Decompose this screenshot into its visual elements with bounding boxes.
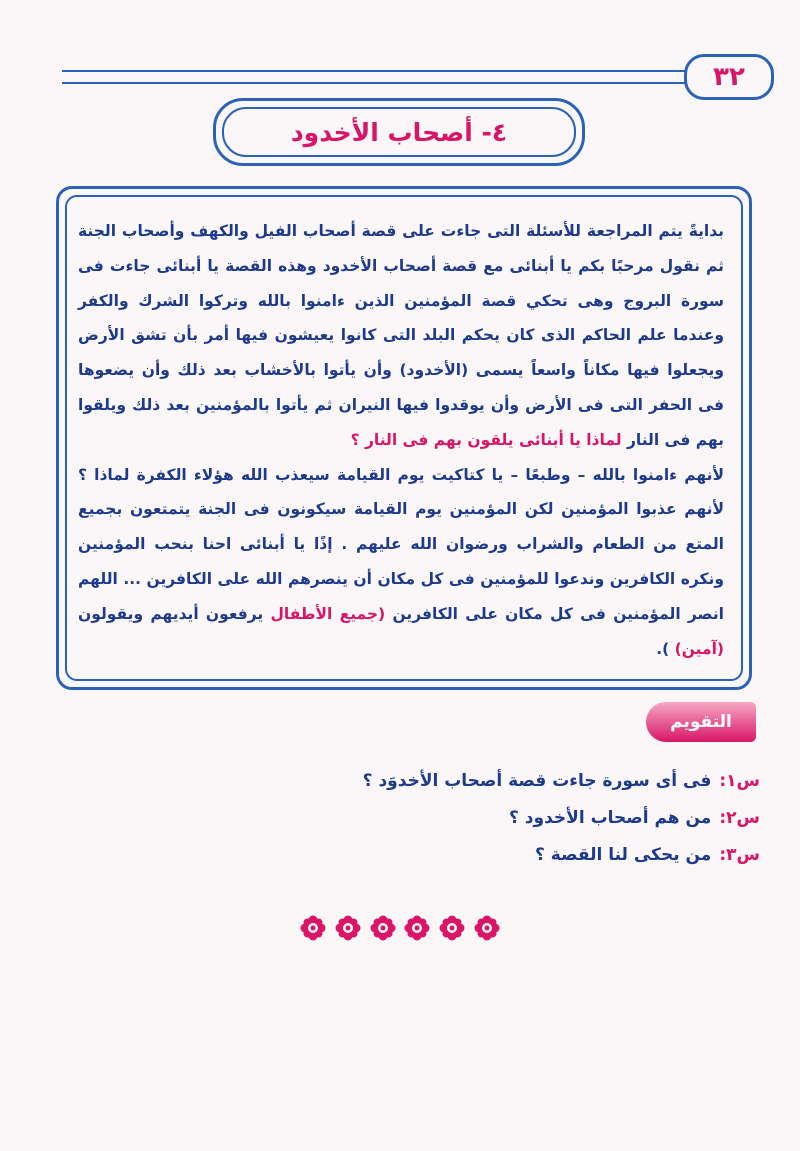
title-frame (213, 98, 585, 166)
question-label: س٢: (719, 807, 760, 828)
flower-icon (439, 915, 465, 941)
question-label: س١: (719, 770, 760, 791)
question-item (60, 762, 760, 799)
page-title: ٤- أصحاب الأخدود (222, 107, 576, 157)
flower-icon (474, 915, 500, 941)
story-p2-mid: يرفعون أيديهم ويقولون (78, 604, 264, 623)
question-list (60, 762, 760, 873)
flower-icon (404, 915, 430, 941)
question-label: س٣: (719, 844, 760, 865)
question-text: من هم أصحاب الأخدود ؟ (509, 807, 712, 828)
story-paragraph-2 (78, 458, 724, 667)
question-item (60, 836, 760, 873)
question-text: فى أى سورة جاءت قصة أصحاب الأخدوَد ؟ (362, 770, 712, 791)
flower-icon (300, 915, 326, 941)
ornament-row (300, 913, 500, 943)
page-number: ٣٢ (684, 54, 774, 100)
question-item (60, 799, 760, 836)
story-p1: بدايةً يتم المراجعة للأسئلة التى جاءت على قصة أصحاب الفيل والكهف وأصحاب الجنة ثم نقول مرحبًا بكم يا أبنائى مع قصة أصحاب الأخدود وهذه القصة يا أبنائى جاءت فى سورة البروج وهى تحكي قصة المؤمنين الذين ءامنوا بالله وتركوا الشرك والكفر وعندما علم الحاكم الذى كان يحكم البلد التى كانوا يعيشون فيها أمر بأن تشق الأرض ويجعلوا فيها مكاناً واسعاً يسمى (الأخدود) وأن يأتوا بالأخشاب بعد ذلك وأن يضعوها فى الحفر التى فى الأرض وأن يوقدوا فيها النيران ثم يأتوا بالمؤمنين بعد ذلك ويلقوا بهم فى النار (78, 222, 724, 449)
flower-icon (335, 915, 361, 941)
story-p2: لأنهم ءامنوا بالله – وطبعًا – يا كتاكيت يوم القيامة سيعذب الله هؤلاء الكفرة لماذا ؟ لأنهم عذبوا المؤمنين لكن المؤمنين يوم القيامة سيكونون فى الجنة يتمتعون بجميع المتع من الطعام والشراب ورضوان الله عليهم . إذًا يا أبنائى احنا بنحب المؤمنين ونكره الكافرين وندعوا للمؤمنين فى كل مكان أن ينصرهم الله على الكافرين ... اللهم انصر المؤمنين فى كل مكان على الكافرين (78, 465, 724, 623)
story-text (78, 214, 724, 666)
question-text: من يحكى لنا القصة ؟ (535, 844, 712, 865)
story-amen: (آمين) (674, 639, 724, 658)
flower-icon (370, 915, 396, 941)
evaluation-tag: التقويم (646, 702, 756, 742)
header-rule (62, 70, 690, 84)
story-question: لماذا يا أبنائى يلقون بهم فى النار ؟ (350, 430, 622, 449)
story-paragraph-1 (78, 214, 724, 458)
story-children: (جميع الأطفال (270, 604, 386, 623)
story-p2-end: ). (656, 639, 670, 658)
